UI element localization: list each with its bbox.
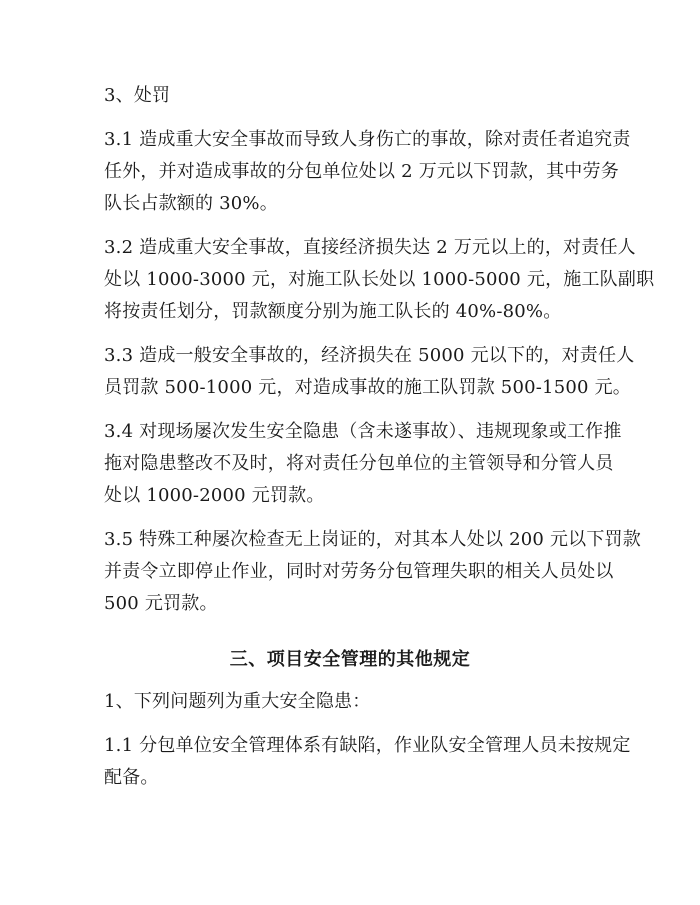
paragraph-line: 500 元罚款。 [104,593,218,614]
paragraph-line: 3.1 造成重大安全事故而导致人身伤亡的事故，除对责任者追究责 [104,129,631,150]
paragraph-line: 并责令立即停止作业，同时对劳务分包管理失职的相关人员处以 [104,561,614,582]
section-title: 3、处罚 [104,85,171,106]
paragraph-line: 拖对隐患整改不及时，将对责任分包单位的主管领导和分管人员 [104,453,614,474]
paragraph-line: 1.1 分包单位安全管理体系有缺陷，作业队安全管理人员未按规定 [104,735,631,756]
paragraph-line: 任外，并对造成事故的分包单位处以 2 万元以下罚款，其中劳务 [104,161,619,182]
list-intro: 1、下列问题列为重大安全隐患： [104,691,371,712]
paragraph-line: 3.3 造成一般安全事故的，经济损失在 5000 元以下的，对责任人 [104,345,635,366]
paragraph-line: 处以 1000-3000 元，对施工队长处以 1000-5000 元，施工队副职 [104,269,655,290]
paragraph-line: 员罚款 500-1000 元，对造成事故的施工队罚款 500-1500 元。 [104,377,631,398]
paragraph-line: 3.2 造成重大安全事故，直接经济损失达 2 万元以上的，对责任人 [104,237,636,258]
paragraph-line: 配备。 [104,767,159,788]
paragraph-line: 队长占款额的 30%。 [104,193,278,214]
paragraph-line: 处以 1000-2000 元罚款。 [104,485,325,506]
paragraph-line: 3.5 特殊工种屡次检查无上岗证的，对其本人处以 200 元以下罚款 [104,529,641,550]
paragraph-line: 将按责任划分，罚款额度分别为施工队长的 40%-80%。 [104,301,562,322]
chapter-heading: 三、项目安全管理的其他规定 [229,649,471,670]
paragraph-line: 3.4 对现场屡次发生安全隐患（含未遂事故）、违规现象或工作推 [104,421,622,442]
